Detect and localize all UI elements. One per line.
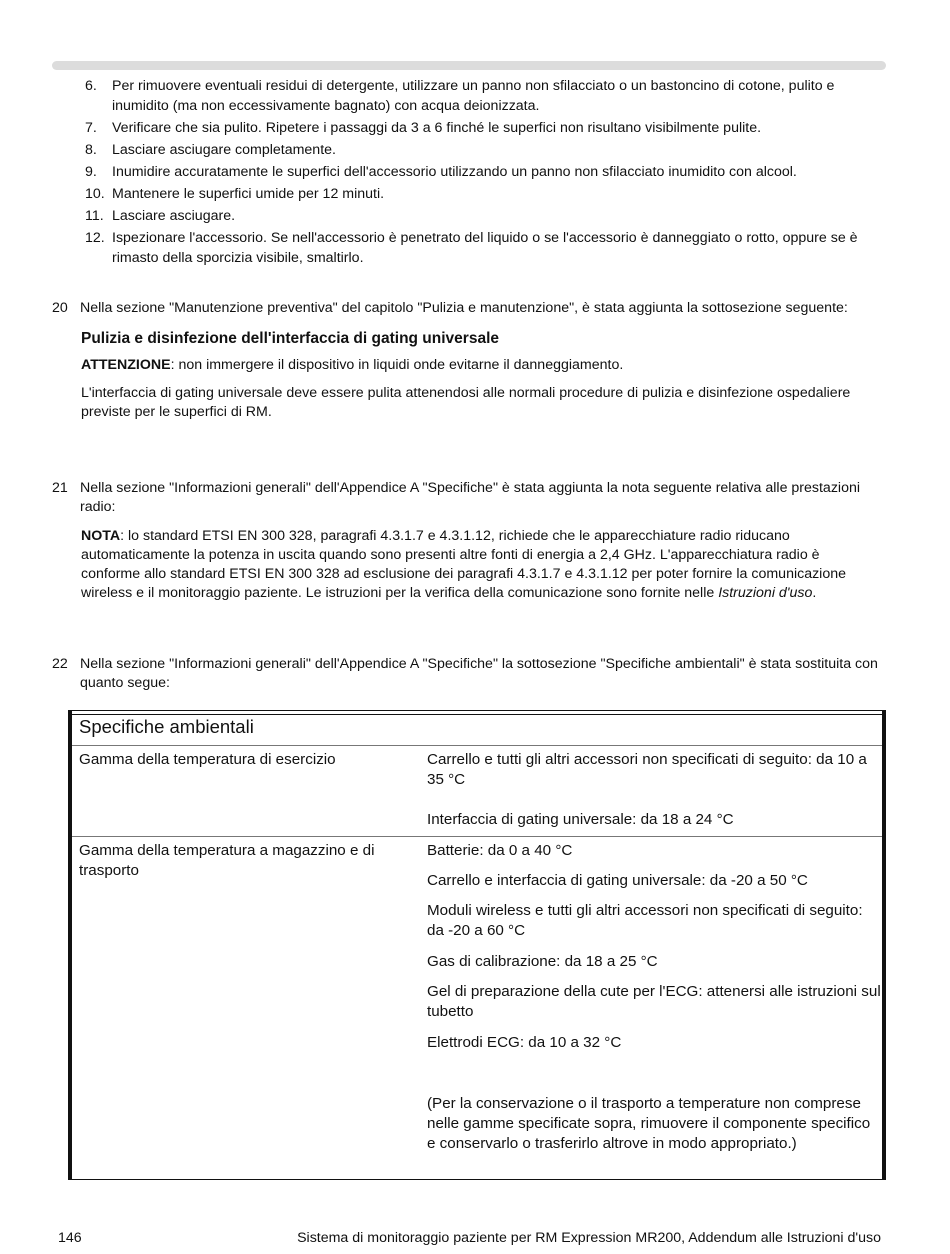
list-item: 10. Mantenere le superfici umide per 12 minuti. [85, 186, 385, 202]
page-number: 146 [58, 1230, 82, 1246]
cleaning-steps-list [85, 76, 885, 270]
section-intro: Nella sezione "Manutenzione preventiva" del capitolo "Pulizia e manutenzione", è stata aggiunta la sottosezione seguente: [80, 300, 848, 316]
row2-value-2: Carrello e interfaccia di gating universale: da -20 a 50 °C [427, 872, 808, 889]
section-intro: Nella sezione "Informazioni generali" dell'Appendice A "Specifiche" è stata aggiunta la nota seguente relativa alle prestazioni radio: [80, 480, 861, 515]
top-divider-bar [52, 61, 886, 70]
list-item: 12. Ispezionare l'accessorio. Se nell'accessorio è penetrato del liquido o se l'accessorio è danneggiato o rotto, oppure se è rimasto della sporcizia visibile, smaltirlo. [85, 230, 858, 266]
row1-value-2: Interfaccia di gating universale: da 18 a 24 °C [427, 811, 734, 828]
row2-value-7: (Per la conservazione o il trasporto a temperature non comprese nelle gamme specificate sopra, rimuovere il componente specifico e conservarlo o trasferirlo altrove in modo appropriato.) [427, 1095, 871, 1152]
row1-label: Gamma della temperatura di esercizio [79, 751, 336, 768]
section-21 [52, 479, 882, 603]
environmental-specs-table [68, 710, 886, 1180]
section-number: 22 [52, 656, 68, 672]
table-divider [72, 836, 882, 837]
list-item: 7. Verificare che sia pulito. Ripetere i passaggi da 3 a 6 finché le superfici non risultano visibilmente pulite. [85, 120, 762, 136]
subsection-title: Pulizia e disinfezione dell'interfaccia di gating universale [81, 330, 499, 347]
cleaning-paragraph: L'interfaccia di gating universale deve essere pulita attenendosi alle normali procedure di pulizia e disinfezione ospedaliere previste per le superfici di RM. [81, 385, 851, 420]
table-divider [72, 745, 882, 746]
table-double-rule [72, 714, 882, 715]
table-title: Specifiche ambientali [79, 716, 254, 737]
note-label: NOTA [81, 528, 121, 544]
section-number: 21 [52, 480, 68, 496]
list-item: 8. Lasciare asciugare completamente. [85, 142, 336, 158]
list-item: 6. Per rimuovere eventuali residui di detergente, utilizzare un panno non sfilacciato o un bastoncino di cotone, pulito e inumidito (ma non eccessivamente bagnato) con acqua deionizzata. [85, 78, 835, 114]
warning-paragraph: ATTENZIONE: non immergere il dispositivo in liquidi onde evitarne il danneggiamento. [81, 357, 624, 373]
row1-value-1: Carrello e tutti gli altri accessori non specificati di seguito: da 10 a 35 °C [427, 751, 867, 788]
list-item: 11. Lasciare asciugare. [85, 208, 236, 224]
note-paragraph: NOTA: lo standard ETSI EN 300 328, paragrafi 4.3.1.7 e 4.3.1.12, richiede che le apparecchiature radio riducano automaticamente la potenza in uscita quando sono presenti altre fonti di energia a 2,4 GHz. L'apparecchiatura radio è conforme allo standard ETSI EN 300 328 ad esclusione dei paragrafi 4.3.1.7 e 4.3.1.12 per poter fornire la comunicazione wireless e il monitoraggio paziente. Le istruzioni per la verifica della comunicazione sono fornite nelle Istruzioni d'uso. [81, 528, 847, 601]
section-22 [52, 655, 882, 693]
section-intro: Nella sezione "Informazioni generali" dell'Appendice A "Specifiche" la sottosezione "Specifiche ambientali" è stata sostituita con quanto segue: [80, 656, 878, 691]
row2-value-3: Moduli wireless e tutti gli altri accessori non specificati di seguito: da -20 a 60 °C [427, 902, 863, 939]
warning-label: ATTENZIONE [81, 357, 171, 373]
row2-value-1: Batterie: da 0 a 40 °C [427, 842, 573, 859]
row2-value-6: Elettrodi ECG: da 10 a 32 °C [427, 1034, 622, 1051]
row2-label: Gamma della temperatura a magazzino e di trasporto [79, 842, 375, 879]
list-item: 9. Inumidire accuratamente le superfici dell'accessorio utilizzando un panno non sfilacciato inumidito con alcool. [85, 164, 797, 180]
section-20 [52, 299, 882, 422]
row2-value-5: Gel di preparazione della cute per l'ECG: attenersi alle istruzioni sul tubetto [427, 983, 881, 1020]
row2-value-4: Gas di calibrazione: da 18 a 25 °C [427, 953, 658, 970]
section-number: 20 [52, 300, 68, 316]
footer-title: Sistema di monitoraggio paziente per RM Expression MR200, Addendum alle Istruzioni d'uso [297, 1230, 881, 1246]
